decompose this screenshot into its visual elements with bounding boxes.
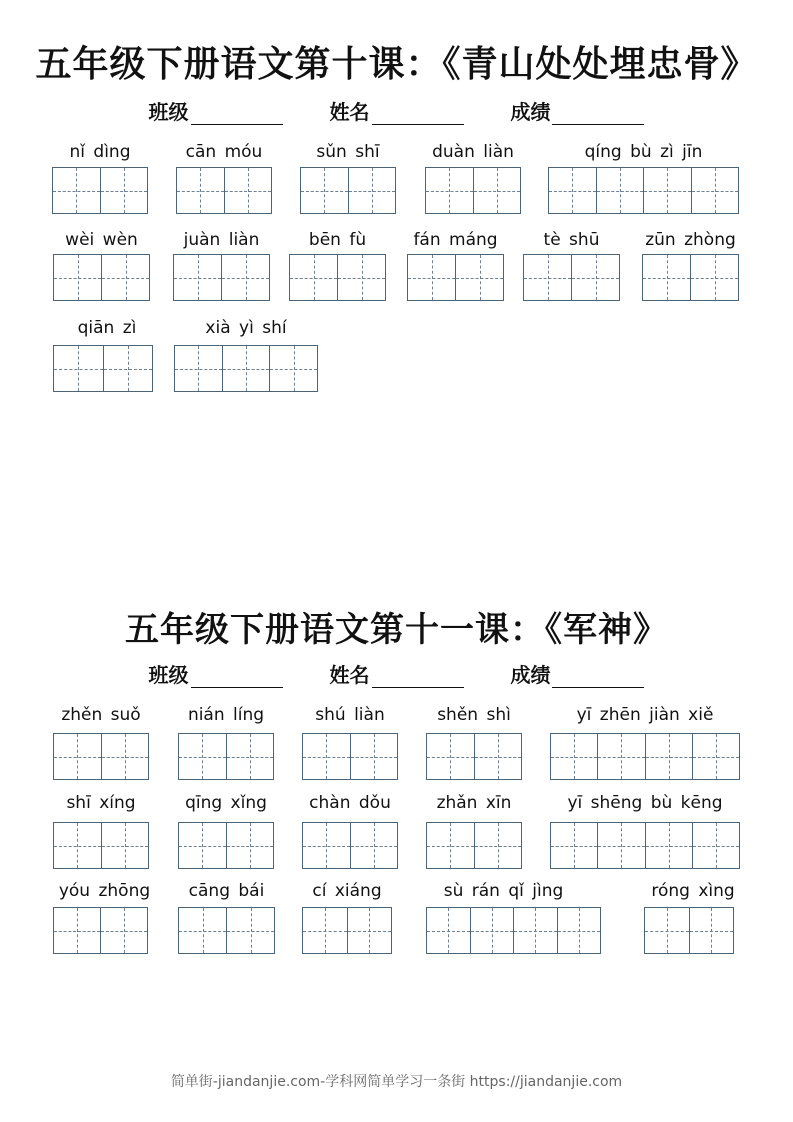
grid-cell[interactable] — [222, 255, 269, 300]
grid-cell[interactable] — [54, 734, 102, 779]
grid-cell[interactable] — [338, 255, 385, 300]
grid-cell[interactable] — [690, 908, 734, 953]
writing-grid[interactable] — [300, 167, 396, 214]
grid-cell[interactable] — [179, 734, 227, 779]
writing-grid[interactable] — [425, 167, 521, 214]
grid-cell[interactable] — [175, 346, 223, 391]
class-field[interactable] — [149, 96, 283, 125]
grid-cell[interactable] — [177, 168, 225, 213]
grid-cell[interactable] — [598, 823, 645, 868]
writing-grid[interactable] — [426, 907, 601, 954]
name-field[interactable] — [330, 96, 464, 125]
grid-cell[interactable] — [303, 823, 351, 868]
grid-cell[interactable] — [227, 734, 274, 779]
writing-grid[interactable] — [523, 254, 620, 301]
grid-cell[interactable] — [179, 823, 227, 868]
grid-cell[interactable] — [645, 908, 690, 953]
writing-grid[interactable] — [53, 254, 150, 301]
grid-cell[interactable] — [456, 255, 503, 300]
writing-grid[interactable] — [178, 733, 274, 780]
score-field[interactable] — [510, 659, 644, 688]
grid-cell[interactable] — [549, 168, 597, 213]
pinyin-label: róng xìng — [651, 881, 735, 901]
grid-cell[interactable] — [426, 168, 474, 213]
grid-cell[interactable] — [351, 734, 398, 779]
class-blank[interactable] — [191, 104, 283, 125]
score-blank[interactable] — [552, 104, 644, 125]
writing-grid[interactable] — [426, 733, 522, 780]
grid-cell[interactable] — [290, 255, 338, 300]
grid-cell[interactable] — [551, 734, 598, 779]
grid-cell[interactable] — [102, 734, 149, 779]
grid-cell[interactable] — [598, 734, 645, 779]
writing-grid[interactable] — [53, 345, 153, 392]
pinyin-label: yī zhēn jiàn xiě — [576, 705, 714, 725]
writing-grid[interactable] — [302, 822, 398, 869]
grid-cell[interactable] — [301, 168, 349, 213]
pinyin-label: shú liàn — [315, 705, 385, 725]
class-field[interactable] — [149, 659, 283, 688]
pinyin-label: shěn shì — [437, 705, 511, 725]
pinyin-label: fán máng — [413, 230, 498, 250]
grid-cell[interactable] — [572, 255, 619, 300]
grid-cell[interactable] — [54, 346, 104, 391]
writing-grid[interactable] — [550, 733, 740, 780]
writing-grid[interactable] — [302, 733, 398, 780]
grid-cell[interactable] — [225, 168, 272, 213]
grid-cell[interactable] — [646, 734, 693, 779]
grid-cell[interactable] — [646, 823, 693, 868]
grid-cell[interactable] — [644, 168, 692, 213]
pinyin-label: yóu zhōng — [58, 881, 151, 901]
grid-cell[interactable] — [475, 823, 522, 868]
pinyin-label: duàn liàn — [432, 142, 514, 162]
grid-cell[interactable] — [691, 255, 738, 300]
grid-cell[interactable] — [227, 823, 274, 868]
worksheet-title-lesson-10: 五年级下册语文第十课：《青山处处埋忠骨》 — [35, 43, 758, 85]
grid-cell[interactable] — [102, 255, 149, 300]
grid-cell[interactable] — [174, 255, 222, 300]
grid-cell[interactable] — [408, 255, 456, 300]
pinyin-label: cāng bái — [188, 881, 265, 901]
grid-cell[interactable] — [227, 908, 274, 953]
writing-grid[interactable] — [550, 822, 740, 869]
grid-cell[interactable] — [693, 734, 739, 779]
grid-cell[interactable] — [551, 823, 598, 868]
writing-grid[interactable] — [176, 167, 272, 214]
pinyin-label: xià yì shí — [205, 318, 287, 338]
grid-cell[interactable] — [524, 255, 572, 300]
name-blank[interactable] — [372, 104, 464, 125]
grid-cell[interactable] — [558, 908, 601, 953]
writing-grid[interactable] — [642, 254, 739, 301]
pinyin-label: cí xiáng — [312, 881, 382, 901]
class-blank[interactable] — [191, 667, 283, 688]
grid-cell[interactable] — [475, 734, 522, 779]
pinyin-label: cān móu — [185, 142, 263, 162]
grid-cell[interactable] — [514, 908, 558, 953]
grid-cell[interactable] — [101, 908, 147, 953]
student-info-row — [0, 96, 793, 125]
grid-cell[interactable] — [223, 346, 271, 391]
grid-cell[interactable] — [349, 168, 396, 213]
grid-cell[interactable] — [427, 823, 475, 868]
name-field[interactable] — [330, 659, 464, 688]
grid-cell[interactable] — [427, 734, 475, 779]
grid-cell[interactable] — [597, 168, 645, 213]
pinyin-label: sù rán qǐ jìng — [443, 881, 564, 901]
grid-cell[interactable] — [102, 823, 149, 868]
writing-grid[interactable] — [52, 167, 148, 214]
pinyin-label: chàn dǒu — [309, 793, 391, 813]
grid-cell[interactable] — [179, 908, 227, 953]
score-label: 成绩 — [510, 100, 551, 124]
pinyin-label: wèi wèn — [65, 230, 138, 250]
writing-grid[interactable] — [53, 733, 149, 780]
score-field[interactable] — [510, 96, 644, 125]
student-info-row — [0, 659, 793, 688]
pinyin-label: qīng xǐng — [185, 793, 267, 813]
pinyin-label: tè shū — [543, 230, 600, 250]
name-blank[interactable] — [372, 667, 464, 688]
grid-cell[interactable] — [54, 255, 102, 300]
grid-cell[interactable] — [471, 908, 515, 953]
worksheet-title-lesson-11: 五年级下册语文第十一课：《军神》 — [125, 610, 668, 650]
score-blank[interactable] — [552, 667, 644, 688]
pinyin-label: qiān zì — [77, 318, 137, 338]
grid-cell[interactable] — [104, 346, 153, 391]
pinyin-label: nián líng — [187, 705, 265, 725]
writing-grid[interactable] — [426, 822, 522, 869]
grid-cell[interactable] — [427, 908, 471, 953]
grid-cell[interactable] — [53, 168, 101, 213]
pinyin-label: zūn zhòng — [645, 230, 736, 250]
grid-cell[interactable] — [692, 168, 739, 213]
pinyin-label: zhěn suǒ — [61, 705, 141, 725]
grid-cell[interactable] — [693, 823, 739, 868]
grid-cell[interactable] — [303, 734, 351, 779]
writing-grid[interactable] — [173, 254, 270, 301]
writing-grid[interactable] — [644, 907, 734, 954]
writing-grid[interactable] — [302, 907, 392, 954]
writing-grid[interactable] — [178, 822, 274, 869]
pinyin-label: juàn liàn — [183, 230, 260, 250]
grid-cell[interactable] — [643, 255, 691, 300]
grid-cell[interactable] — [351, 823, 398, 868]
writing-grid[interactable] — [53, 907, 148, 954]
grid-cell[interactable] — [474, 168, 521, 213]
pinyin-label: shī xíng — [66, 793, 136, 813]
writing-grid[interactable] — [548, 167, 739, 214]
class-label: 班级 — [148, 100, 189, 124]
grid-cell[interactable] — [348, 908, 392, 953]
pinyin-label: nǐ dìng — [69, 142, 131, 162]
writing-grid[interactable] — [174, 345, 318, 392]
grid-cell[interactable] — [270, 346, 317, 391]
class-label: 班级 — [148, 663, 189, 687]
writing-grid[interactable] — [178, 907, 275, 954]
pinyin-label: zhǎn xīn — [436, 793, 512, 813]
grid-cell[interactable] — [303, 908, 348, 953]
grid-cell[interactable] — [54, 908, 101, 953]
pinyin-label: qíng bù zì jīn — [584, 142, 703, 162]
pinyin-label: sǔn shī — [316, 142, 380, 162]
grid-cell[interactable] — [101, 168, 148, 213]
name-label: 姓名 — [329, 100, 370, 124]
pinyin-label: yī shēng bù kēng — [567, 793, 723, 813]
name-label: 姓名 — [329, 663, 370, 687]
writing-grid[interactable] — [53, 822, 149, 869]
score-label: 成绩 — [510, 663, 551, 687]
grid-cell[interactable] — [54, 823, 102, 868]
footer-watermark: 简单街-jiandanjie.com-学科网简单学习一条街 https://jiandanjie.com — [170, 1074, 623, 1090]
pinyin-label: bēn fù — [308, 230, 367, 250]
writing-grid[interactable] — [289, 254, 386, 301]
writing-grid[interactable] — [407, 254, 504, 301]
